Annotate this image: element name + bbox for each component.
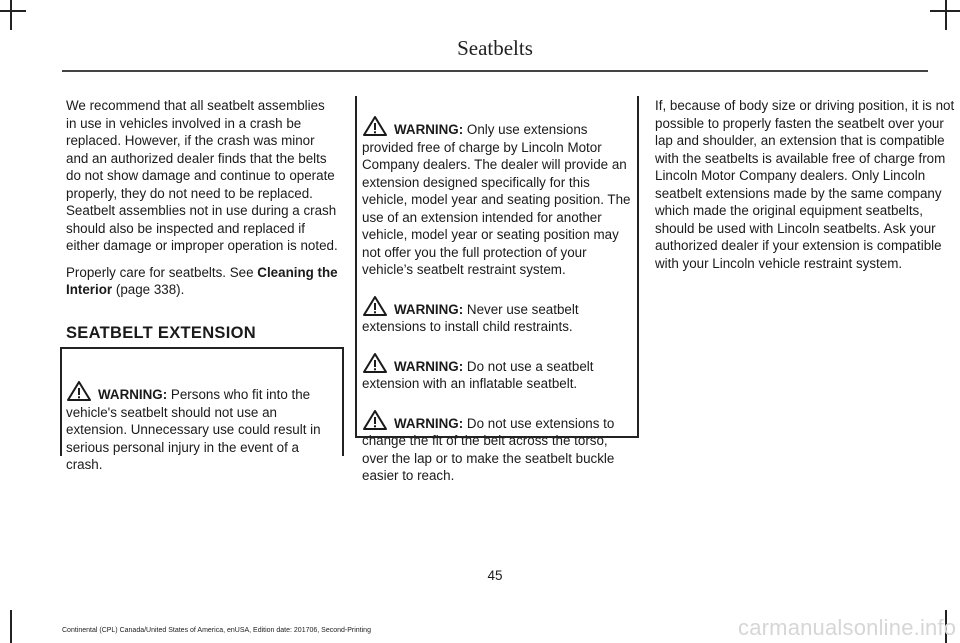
extension-paragraph: If, because of body size or driving position, it is not possible to properly fasten the seatbelt over your lap and shoulder, an extension that is compatible with the seatbelts is available free of charge from Lincoln Motor Company dealers. Only Lincoln seatbelt extensions made by the same company which made the original equipment seatbelts, should be used with Lincoln seatbelts. Ask your authorized dealer if your extension is compatible with your Lincoln vehicle restraint system. [655,98,955,271]
warning-text: Do not use a seatbelt extension with an inflatable seatbelt. [362,358,594,391]
crop-mark [930,10,960,12]
section-heading: SEATBELT EXTENSION [66,323,256,342]
crop-mark [945,0,947,30]
page-title: Seatbelts [457,36,533,60]
warning-text: Do not use extensions to change the fit of the belt across the torso, over the lap or to make the seatbelt buckle easier to reach. [362,415,615,483]
crop-mark [10,0,12,30]
warning-text: Only use extensions provided free of charge by Lincoln Motor Company dealers. The dealer will provide an extension designed specifically for this vehicle, model year and seating position. The use of an extension intended for another vehicle, model year or seating position may not offer you the full protection of your vehicle’s seatbelt restraint system. [362,122,631,277]
warning-box-border [355,96,639,438]
care-paragraph [66,264,338,299]
header-rule [62,70,928,72]
column-3 [655,97,957,281]
warning-text: Never use seatbelt extensions to install child restraints. [362,301,579,334]
care-prefix: Properly care for seatbelts. See [66,264,258,280]
crop-mark [10,610,12,643]
care-suffix: (page 338). [112,282,185,297]
page-number: 45 [487,568,503,583]
warning-label: WARNING: [394,415,464,431]
warning-text: Persons who fit into the vehicle's seatbelt should not use an extension. Unnecessary use could result in serious personal injury in the event of a crash. [66,387,321,472]
warning-box-border [60,347,344,456]
edition-footer: Continental (CPL) Canada/United States of America, enUSA, Edition date: 201706, Second-Printing [62,627,371,634]
warning-label: WARNING: [98,387,168,402]
watermark: carmanualsonline.info [738,615,957,640]
crop-mark [0,10,26,12]
warning-label: WARNING: [394,358,464,374]
cleaning-interior-link[interactable]: Cleaning the Interior [66,264,338,297]
intro-paragraph: We recommend that all seatbelt assemblies in use in vehicles involved in a crash be replaced. However, if the crash was minor and an authorized dealer finds that the belts do not show damage and continue to operate properly, they do not need to be replaced. Seatbelt assemblies not in use during a crash should also be inspected and replaced if either damage or improper operation is noted. [66,98,338,253]
warning-label: WARNING: [394,301,464,317]
warning-label: WARNING: [394,122,464,137]
